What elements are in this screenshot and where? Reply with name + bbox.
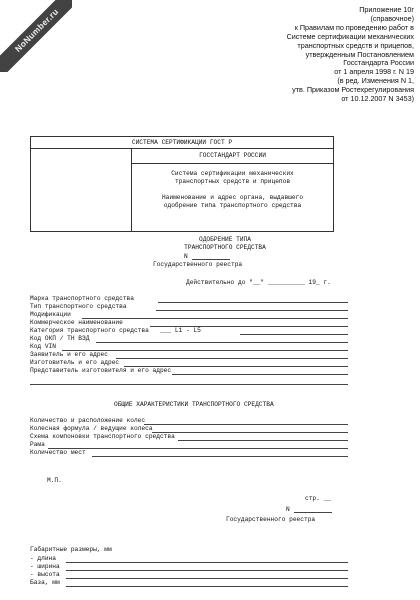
box-right-cell xyxy=(132,149,333,231)
category-value: ___ L1 - L5 xyxy=(160,327,201,334)
dimension-line xyxy=(66,586,348,587)
general-heading: ОБЩИЕ ХАРАКТЕРИСТИКИ ТРАНСПОРТНОГО СРЕДСТВА xyxy=(114,401,274,408)
page-registry: Государственного реестра xyxy=(226,516,316,523)
field-label: Тип транспортного средства xyxy=(30,303,127,310)
appendix-line: утв. Приказом Ростехрегулирования xyxy=(292,85,414,95)
field-label: Марка транспортного средства xyxy=(30,295,134,302)
field-label: Модификации xyxy=(30,311,71,318)
field-label: Коммерческое наименование xyxy=(30,319,123,326)
general-field-line xyxy=(178,440,348,441)
appendix-line: к Правилам по проведению работ в xyxy=(294,22,414,32)
appendix-line: утвержденным Постановлением xyxy=(305,49,414,59)
number-label: N xyxy=(184,253,188,260)
system-name-line: транспортных средств и прицепов xyxy=(174,178,291,185)
number-line xyxy=(192,259,230,260)
field-line xyxy=(30,384,348,385)
general-field-label: Количество мест xyxy=(30,449,86,456)
title-line: ОДОБРЕНИЕ ТИПА xyxy=(199,236,251,243)
title-line: ТРАНСПОРТНОГО СРЕДСТВА xyxy=(184,244,266,251)
system-name-line: Система сертификации механических xyxy=(171,170,294,177)
field-label: Код VIN xyxy=(30,343,56,350)
general-field-label: Колесная формула / ведущие колеса xyxy=(30,425,153,432)
certification-box xyxy=(30,136,334,232)
watermark xyxy=(0,0,72,72)
field-line xyxy=(172,374,348,375)
field-label: Изготовитель и его адрес xyxy=(30,359,120,366)
field-line xyxy=(96,342,348,343)
appendix-line: от 1 апреля 1998 г. N 19 xyxy=(334,67,414,77)
dimension-line xyxy=(66,562,348,563)
page-label: стр. __ xyxy=(305,495,331,502)
page-number-label: N xyxy=(286,506,290,513)
appendix-line: Приложение 10г xyxy=(359,5,414,14)
general-field-line xyxy=(48,448,348,449)
field-label: Заявитель и его адрес xyxy=(30,351,108,358)
system-title: СИСТЕМА СЕРТИФИКАЦИИ ГОСТ Р xyxy=(31,137,333,149)
watermark-text: NoNumber.ru xyxy=(12,6,61,54)
dimension-label: - ширина xyxy=(30,563,60,570)
appendix-line: транспортных средств и прицепов, xyxy=(297,40,414,50)
general-field-label: Количество и расположение колес xyxy=(30,417,146,424)
general-field-line xyxy=(144,424,348,425)
box-divider xyxy=(132,163,333,164)
general-field-line xyxy=(92,456,348,457)
gosstandart-label: ГОССТАНДАРТ РОССИИ xyxy=(199,152,266,159)
field-label: Код ОКП / ТН ВЭД xyxy=(30,335,90,342)
general-field-line xyxy=(152,432,348,433)
field-line xyxy=(116,358,348,359)
dimension-label: - высота xyxy=(30,571,60,578)
valid-until: Действительно до "__" __________ 19_ г. xyxy=(186,279,331,286)
appendix-line: Госстандарта России xyxy=(343,58,414,68)
appendix-line: Системе сертификации механических xyxy=(286,31,414,41)
field-label: Категория транспортного средства xyxy=(30,327,149,334)
field-line xyxy=(240,334,348,335)
field-line xyxy=(156,310,348,311)
appendix-note xyxy=(250,6,414,104)
seal-mark: М.П. xyxy=(47,477,62,484)
dimension-line xyxy=(66,570,348,571)
organ-line: Наименование и адрес органа, выдавшего xyxy=(161,194,304,201)
general-field-label: Схема компоновки транспортного средства xyxy=(30,433,175,440)
field-line xyxy=(158,302,348,303)
appendix-line: от 10.12.2007 N 3453) xyxy=(341,94,414,104)
dimension-line xyxy=(66,578,348,579)
box-left-cell xyxy=(31,149,132,231)
registry-label: Государственного реестра xyxy=(153,261,243,268)
dimensions-heading: Габаритные размеры, мм xyxy=(30,546,112,553)
organ-line: одобрение типа транспортного средства xyxy=(163,202,302,209)
appendix-line: (справочное) xyxy=(370,13,414,23)
dimension-label: - длина xyxy=(30,555,56,562)
appendix-line: (в ред. Изменения N 1, xyxy=(337,76,414,86)
dimension-label: База, мм xyxy=(30,579,60,586)
field-label: Представитель изготовителя и его адрес xyxy=(30,367,172,374)
page-number-line xyxy=(294,512,332,513)
general-field-label: Рама xyxy=(30,441,45,448)
